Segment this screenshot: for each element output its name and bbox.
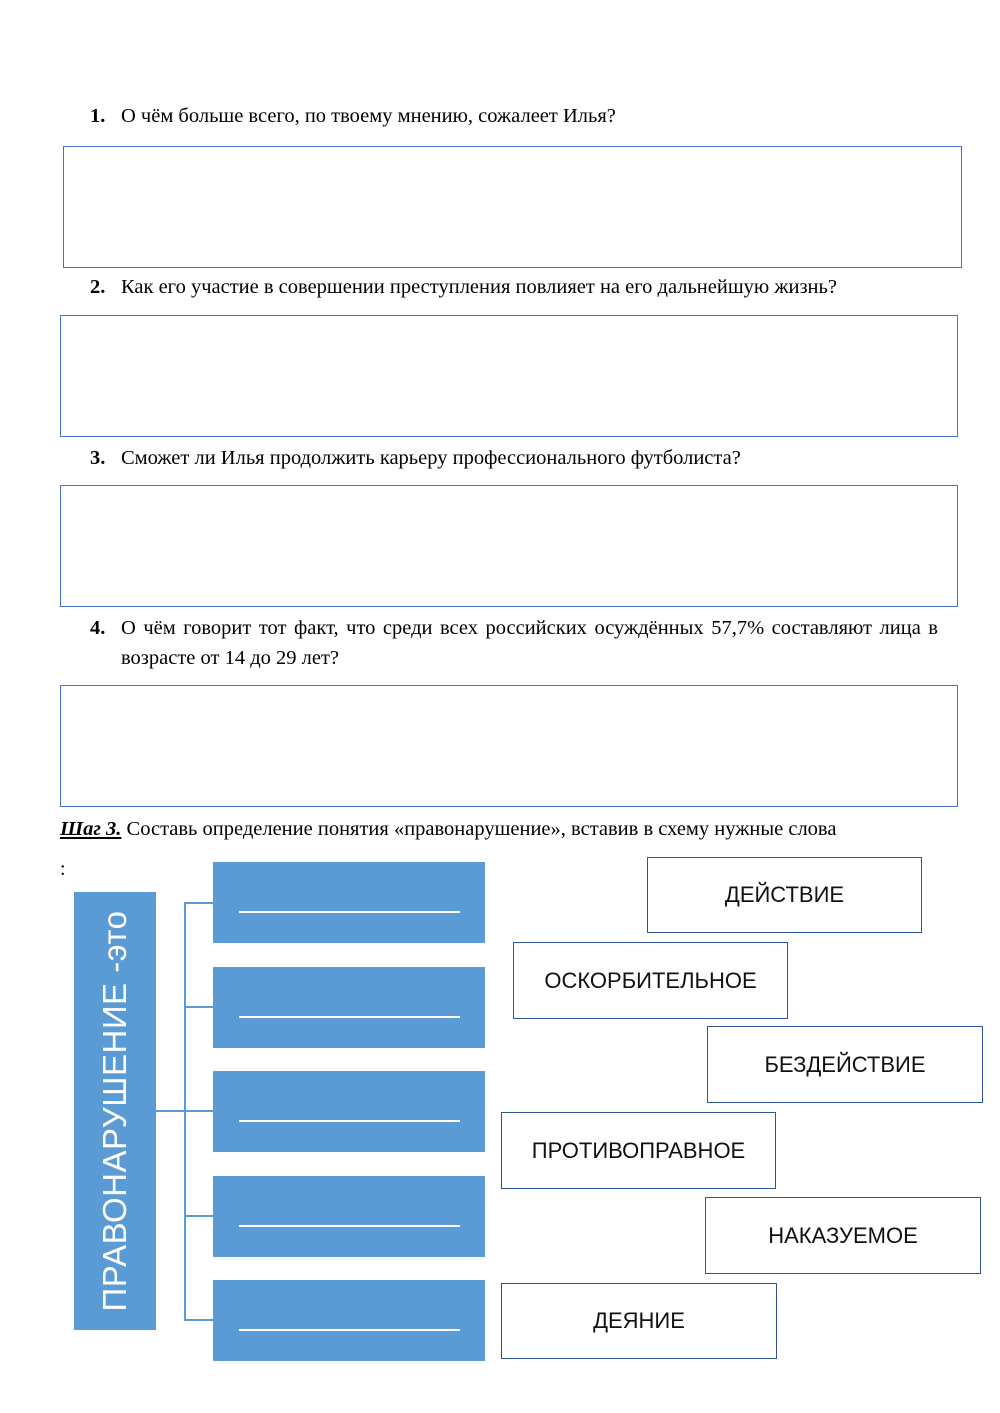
- question-text: О чём больше всего, по твоему мнению, сожалеет Илья?: [121, 105, 616, 127]
- word-card-bezdeystvie[interactable]: БЕЗДЕЙСТВИЕ: [707, 1026, 983, 1103]
- drop-slot-1[interactable]: [213, 862, 485, 943]
- drop-slot-5[interactable]: [213, 1280, 485, 1361]
- step-colon: :: [60, 858, 66, 880]
- word-card-oskorbitelnoe[interactable]: ОСКОРБИТЕЛЬНОЕ: [513, 942, 788, 1019]
- question-4: [90, 613, 938, 673]
- question-3: [90, 443, 938, 473]
- connector-branch: [184, 1110, 213, 1112]
- connector-branch: [184, 1319, 213, 1321]
- question-text: Как его участие в совершении преступления повлияет на его дальнейшую жизнь?: [121, 276, 837, 298]
- blank-line: [239, 1016, 460, 1018]
- word-card-nakazuemoe[interactable]: НАКАЗУЕМОЕ: [705, 1197, 981, 1274]
- question-text: О чём говорит тот факт, что среди всех российских осуждённых 57,7% составляют лица в возрасте от 14 до 29 лет?: [121, 617, 938, 669]
- word-card-deystvie[interactable]: ДЕЙСТВИЕ: [647, 857, 922, 933]
- word-card-deyanie[interactable]: ДЕЯНИЕ: [501, 1283, 777, 1359]
- question-number: 2.: [90, 276, 106, 298]
- question-2: [90, 272, 938, 302]
- question-1: [90, 101, 938, 131]
- question-number: 1.: [90, 105, 106, 127]
- question-number: 4.: [90, 617, 106, 639]
- step-text: Составь определение понятия «правонарушение», вставив в схему нужные слова: [121, 818, 837, 840]
- term-bar: [74, 892, 156, 1330]
- drop-slot-3[interactable]: [213, 1071, 485, 1152]
- connector-branch: [184, 902, 213, 904]
- connector-horizontal: [156, 1110, 185, 1112]
- blank-line: [239, 1120, 460, 1122]
- blank-line: [239, 1225, 460, 1227]
- answer-box-2[interactable]: [60, 315, 958, 437]
- drop-slot-2[interactable]: [213, 967, 485, 1048]
- answer-box-3[interactable]: [60, 485, 958, 607]
- answer-box-1[interactable]: [63, 146, 962, 268]
- answer-box-4[interactable]: [60, 685, 958, 807]
- term-label: ПРАВОНАРУШЕНИЕ -это: [96, 910, 133, 1312]
- connector-branch: [184, 1006, 213, 1008]
- blank-line: [239, 911, 460, 913]
- step-instruction: [60, 814, 836, 844]
- blank-line: [239, 1329, 460, 1331]
- word-card-protivopravnoe[interactable]: ПРОТИВОПРАВНОЕ: [501, 1112, 776, 1189]
- question-number: 3.: [90, 447, 106, 469]
- step-label: Шаг 3.: [60, 818, 122, 840]
- drop-slot-4[interactable]: [213, 1176, 485, 1257]
- question-text: Сможет ли Илья продолжить карьеру профессионального футболиста?: [121, 447, 741, 469]
- connector-branch: [184, 1215, 213, 1217]
